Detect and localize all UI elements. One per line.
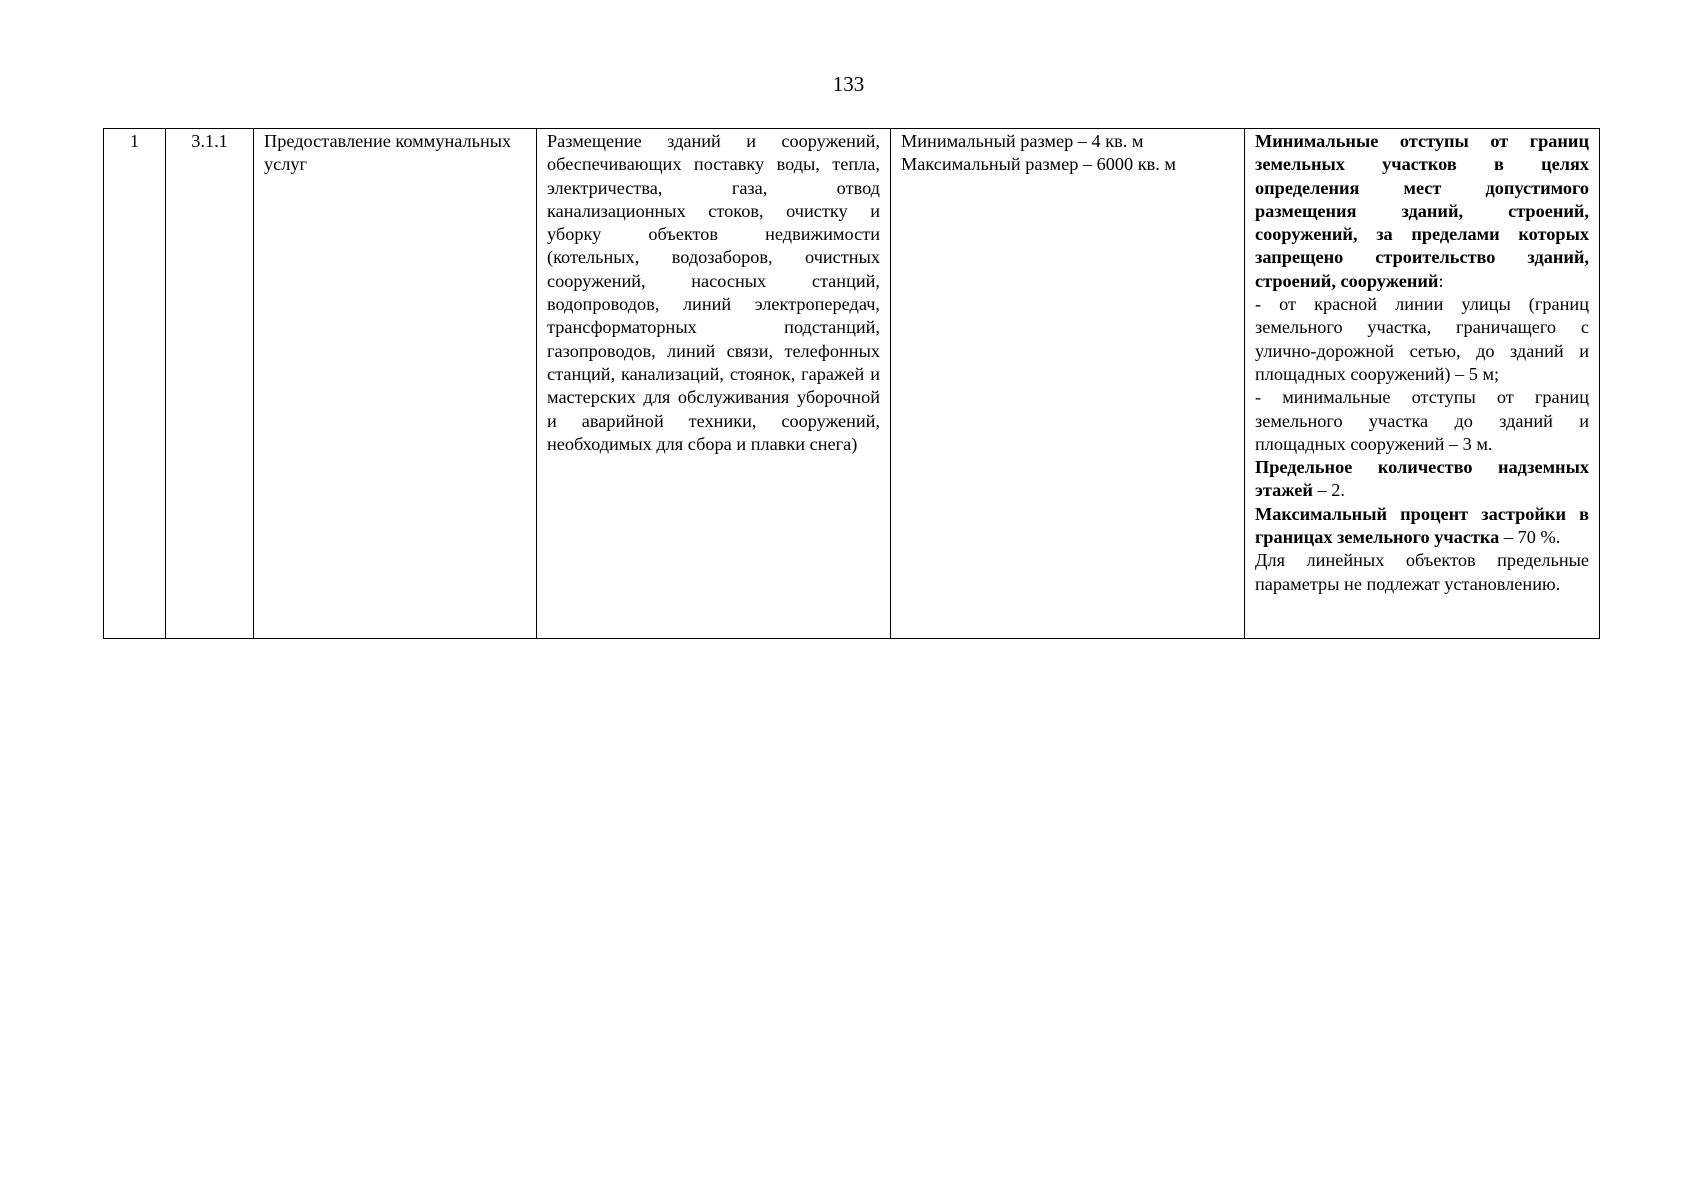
use-description: Размещение зданий и сооружений, обеспечивающих поставку воды, тепла, электричества, газа, отвод канализационных стоков, очистку и уборку объектов недвижимости (котельных, водозаборов, очистных сооружений, насосных станций, водопроводов, линий электропередач, трансформаторных подстанций, газопроводов, линий связи, телефонных станций, канализаций, стоянок, гаражей и мастерских для обслуживания уборочной и аварийной техники, сооружений, необходимых для сбора и плавки снега) [547, 131, 880, 454]
use-name-cell [254, 129, 537, 639]
plot-size-min: Минимальный размер – 4 кв. м [901, 131, 1144, 151]
use-name: Предоставление коммунальных услуг [264, 131, 512, 175]
coverage-paragraph [1255, 503, 1589, 550]
floors-label: Предельное количество надземных этажей [1255, 457, 1589, 501]
limit-params-cell [1245, 129, 1600, 639]
coverage-value: – 70 %. [1499, 527, 1561, 548]
table-row [104, 129, 1600, 639]
setback-heading-colon: : [1438, 270, 1444, 291]
coverage-label: Максимальный процент застройки в границах земельного участка [1255, 503, 1589, 548]
page-number: 133 [832, 72, 865, 96]
use-code-cell [166, 129, 254, 639]
row-index-cell [104, 129, 166, 639]
setback-red-line: - от красной линии улицы (границ земельного участка, граничащего с улично-дорожной сетью, до зданий и площадных сооружений) – 5 м; [1255, 294, 1589, 384]
use-description-cell [537, 129, 891, 639]
floors-value: – 2. [1312, 480, 1345, 501]
use-code: 3.1.1 [191, 131, 228, 151]
land-use-table [103, 128, 1600, 639]
setback-paragraph [1255, 130, 1589, 293]
linear-objects-note: Для линейных объектов предельные параметры не подлежат установлению. [1255, 550, 1589, 594]
plot-size-cell [891, 129, 1245, 639]
row-index: 1 [129, 131, 140, 151]
setback-boundary: - минимальные отступы от границ земельного участка до зданий и площадных сооружений – 3 м. [1255, 387, 1589, 454]
floors-paragraph [1255, 456, 1589, 503]
setback-heading: Минимальные отступы от границ земельных участков в целях определения мест допустимого размещения зданий, строений, сооружений, за пределами которых запрещено строительство зданий, строений, сооружений [1255, 131, 1589, 291]
plot-size-max: Максимальный размер – 6000 кв. м [901, 154, 1176, 175]
